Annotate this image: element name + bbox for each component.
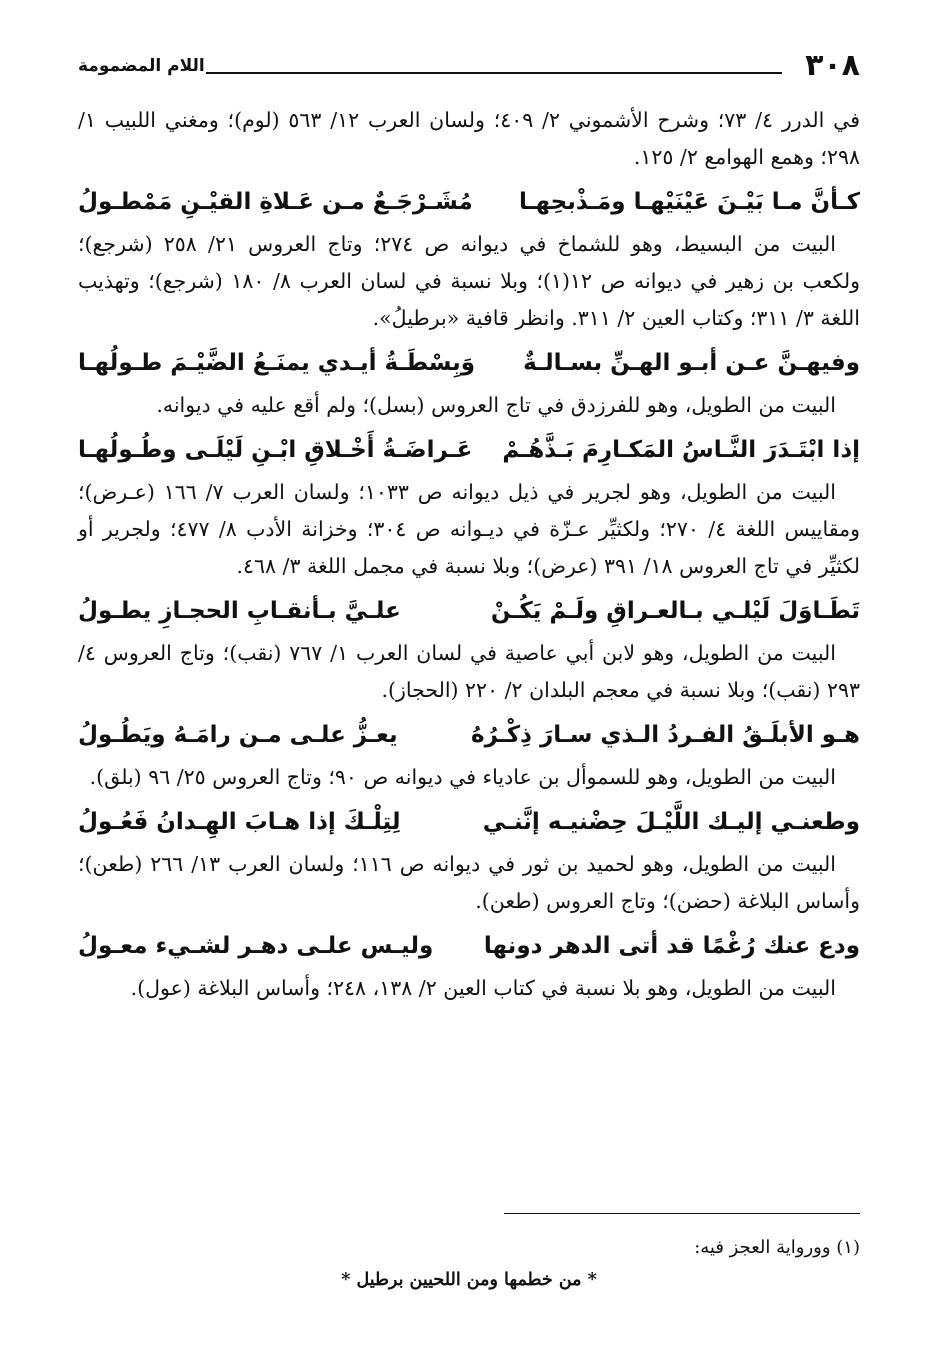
verse-first-hemistich: وطعنـي إليـك اللَّيْـلَ حِضْنيـه إنَّنـي [482, 809, 860, 835]
commentary-paragraph: البيت من الطويل، وهو للفرزدق في تاج العروس (بسل)؛ ولم أقع عليه في ديوانه. [156, 393, 836, 417]
verse-first-hemistich: كـأنَّ مـا بَيْـنَ عَيْنَيْهـا ومَـذْبحِهـا [519, 189, 860, 215]
verse-second-hemistich: مُشَـرْجَـعٌ مـن عَـلاةِ القيْـنِ مَمْطـولُ [78, 189, 473, 215]
verse-line [78, 713, 860, 757]
verse-first-hemistich: تَطَـاوَلَ لَيْلـي بـالعـراقِ ولَـمْ يَكُـنْ [490, 598, 860, 624]
verse-first-hemistich: هـو الأبلَـقُ الفـردُ الـذي سـارَ ذِكْـرُهُ [471, 722, 860, 748]
verse-line [78, 428, 860, 472]
verse-second-hemistich: وليـس علـى دهـر لشـيء معـولُ [78, 933, 434, 959]
commentary-paragraph: البيت من البسيط، وهو للشماخ في ديوانه ص ٢٧٤؛ وتاج العروس ٢١/ ٢٥٨ (شرجع)؛ ولكعب بن زهير في ديوانه ص ١٢(١)؛ وبلا نسبة في لسان العرب ٨/ ١٨٠ (شرجع)؛ وتهذيب اللغة ٣/ ٣١١؛ وكتاب العين ٢/ ٣١١. وانظر قافية «برطيلُ». [78, 232, 860, 330]
commentary-paragraph: في الدرر ٤/ ٧٣؛ وشرح الأشموني ٢/ ٤٠٩؛ ولسان العرب ١٢/ ٥٦٣ (لوم)؛ ومغني اللبيب ١/ ٢٩٨؛ وهمع الهوامع ٢/ ١٢٥. [78, 108, 860, 169]
verse-line [78, 800, 860, 844]
commentary-paragraph: البيت من الطويل، وهو لابن أبي عاصية في لسان العرب ١/ ٧٦٧ (نقب)؛ وتاج العروس ٤/ ٢٩٣ (نقب)؛ وبلا نسبة في معجم البلدان ٢/ ٢٢٠ (الحجاز). [78, 641, 860, 702]
verse-second-hemistich: علـيَّ بـأنقـابِ الحجـازِ يطـولُ [78, 598, 401, 624]
verse-line [78, 180, 860, 224]
verse-first-hemistich: إذا ابْتَـدَرَ النَّـاسُ المَكـارِمَ بَـذَّهُـمْ [502, 437, 860, 463]
footnote-verse: * من خطمها ومن اللحيين برطيل * [341, 1270, 597, 1290]
verse-second-hemistich: وَبِسْطَـةُ أيـدي يمنَـعُ الضَّيْـمَ طـولُهـا [78, 350, 476, 376]
footnotes [78, 1232, 860, 1296]
page-body [78, 102, 860, 1007]
footnote-line: (١) وورواية العجز فيه: [694, 1237, 860, 1258]
page-header [78, 48, 860, 88]
running-title: اللام المضمومة [78, 56, 205, 76]
commentary-paragraph: البيت من الطويل، وهو للسموأل بن عادياء في ديوانه ص ٩٠؛ وتاج العروس ٢٥/ ٩٦ (بلق). [89, 765, 836, 789]
verse-second-hemistich: عَـراضَـةُ أَخْـلاقِ ابْـنِ لَيْلَـى وطُـولُهـا [78, 437, 473, 463]
verse-line [78, 924, 860, 968]
verse-first-hemistich: ودع عنك رُغْمًا قد أتى الدهر دونها [483, 933, 860, 959]
commentary-paragraph: البيت من الطويل، وهو بلا نسبة في كتاب العين ٢/ ١٣٨، ٢٤٨؛ وأساس البلاغة (عول). [130, 976, 836, 1000]
verse-second-hemistich: لِتِلْـكَ إذا هـابَ الهِـدانُ فَعُـولُ [78, 809, 401, 835]
commentary-paragraph: البيت من الطويل، وهو لحميد بن ثور في ديوانه ص ١١٦؛ ولسان العرب ١٣/ ٢٦٦ (طعن)؛ وأساس البلاغة (حضن)؛ وتاج العروس (طعن). [78, 852, 860, 913]
page-number: ٣٠٨ [805, 48, 860, 83]
verse-second-hemistich: يعـزُّ علـى مـن رامَـهُ ويَطُـولُ [78, 722, 398, 748]
verse-line [78, 341, 860, 385]
header-rule [206, 72, 782, 74]
footnote-separator [504, 1213, 860, 1214]
commentary-paragraph: البيت من الطويل، وهو لجرير في ذيل ديوانه ص ١٠٣٣؛ ولسان العرب ٧/ ١٦٦ (عـرض)؛ ومقاييس اللغة ٤/ ٢٧٠؛ ولكثيِّر عـزّة في ديـوانه ص ٣٠٤؛ وخزانة الأدب ٨/ ٤٧٧؛ ولجرير أو لكثيِّر في تاج العروس ١٨/ ٣٩١ (عرض)؛ وبلا نسبة في مجمل اللغة ٣/ ٤٦٨. [78, 480, 860, 578]
verse-first-hemistich: وفيهـنَّ عـن أبـو الهـنِّ بسـالـةٌ [523, 350, 860, 376]
verse-line [78, 589, 860, 633]
